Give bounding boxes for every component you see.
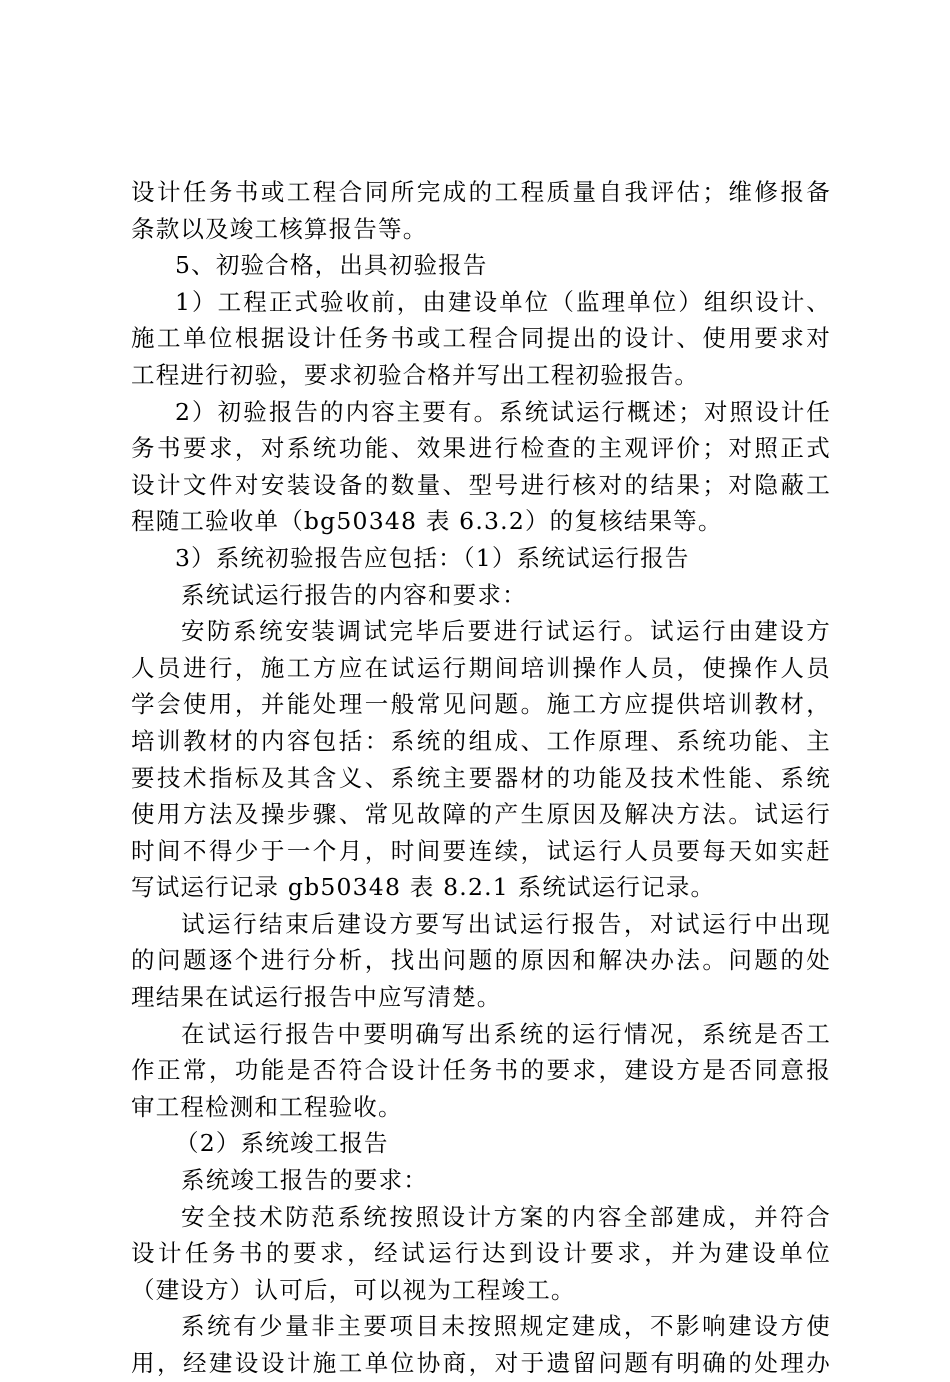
text-line: 程随工验收单（bg50348 表 6.3.2）的复核结果等。 <box>131 507 723 536</box>
text-line: 系统试运行报告的内容和要求： <box>181 580 527 609</box>
text-line: 写试运行记录 gb50348 表 8.2.1 系统试运行记录。 <box>131 873 716 902</box>
text-line: 设计任务书或工程合同所完成的工程质量自我评估；维修报备 <box>131 178 831 206</box>
text-line: 人员进行，施工方应在试运行期间培训操作人员，使操作人员 <box>131 653 831 682</box>
text-line: 在试运行报告中要明确写出系统的运行情况，系统是否工 <box>181 1019 831 1048</box>
text-line: 2）初验报告的内容主要有。系统试运行概述；对照设计任 <box>175 397 831 426</box>
text-line: 务书要求，对系统功能、效果进行检查的主观评价；对照正式 <box>131 434 831 463</box>
text-line: （建设方）认可后，可以视为工程竣工。 <box>131 1275 576 1304</box>
text-line: 安全技术防范系统按照设计方案的内容全部建成，并符合 <box>181 1202 831 1231</box>
document-body <box>131 174 831 1382</box>
text-line: 要技术指标及其含义、系统主要器材的功能及技术性能、系统 <box>131 763 831 792</box>
text-line: 时间不得少于一个月，时间要连续，试运行人员要每天如实赶 <box>131 836 831 865</box>
text-line: 施工单位根据设计任务书或工程合同提出的设计、使用要求对 <box>131 324 831 353</box>
text-line: 系统有少量非主要项目未按照规定建成，不影响建设方使 <box>181 1312 831 1341</box>
text-line: 理结果在试运行报告中应写清楚。 <box>131 983 502 1012</box>
text-line: 设计文件对安装设备的数量、型号进行核对的结果；对隐蔽工 <box>131 470 831 499</box>
text-line: 用，经建设设计施工单位协商，对于遗留问题有明确的处理办 <box>131 1349 831 1377</box>
text-line: 1）工程正式验收前，由建设单位（监理单位）组织设计、 <box>175 287 831 316</box>
text-line: 3）系统初验报告应包括：（1）系统试运行报告 <box>175 543 690 572</box>
section-heading: 5、初验合格，出具初验报告 <box>175 251 488 280</box>
text-line: 条款以及竣工核算报告等。 <box>131 214 428 243</box>
text-line: 试运行结束后建设方要写出试运行报告，对试运行中出现 <box>181 909 831 938</box>
text-line: 系统竣工报告的要求： <box>181 1166 428 1195</box>
text-line: 的问题逐个进行分析，找出问题的原因和解决办法。问题的处 <box>131 946 831 975</box>
section-heading: （2）系统竣工报告 <box>175 1129 389 1158</box>
text-line: 学会使用，并能处理一般常见问题。施工方应提供培训教材， <box>131 690 831 719</box>
text-line: 工程进行初验，要求初验合格并写出工程初验报告。 <box>131 360 700 389</box>
text-line: 设计任务书的要求，经试运行达到设计要求，并为建设单位 <box>131 1239 831 1268</box>
text-line: 使用方法及操步骤、常见故障的产生原因及解决方法。试运行 <box>131 800 831 829</box>
text-line: 作正常，功能是否符合设计任务书的要求，建设方是否同意报 <box>131 1056 831 1085</box>
text-line: 安防系统安装调试完毕后要进行试运行。试运行由建设方 <box>181 617 831 646</box>
text-line: 培训教材的内容包括：系统的组成、工作原理、系统功能、主 <box>131 726 831 755</box>
text-line: 审工程检测和工程验收。 <box>131 1092 403 1121</box>
